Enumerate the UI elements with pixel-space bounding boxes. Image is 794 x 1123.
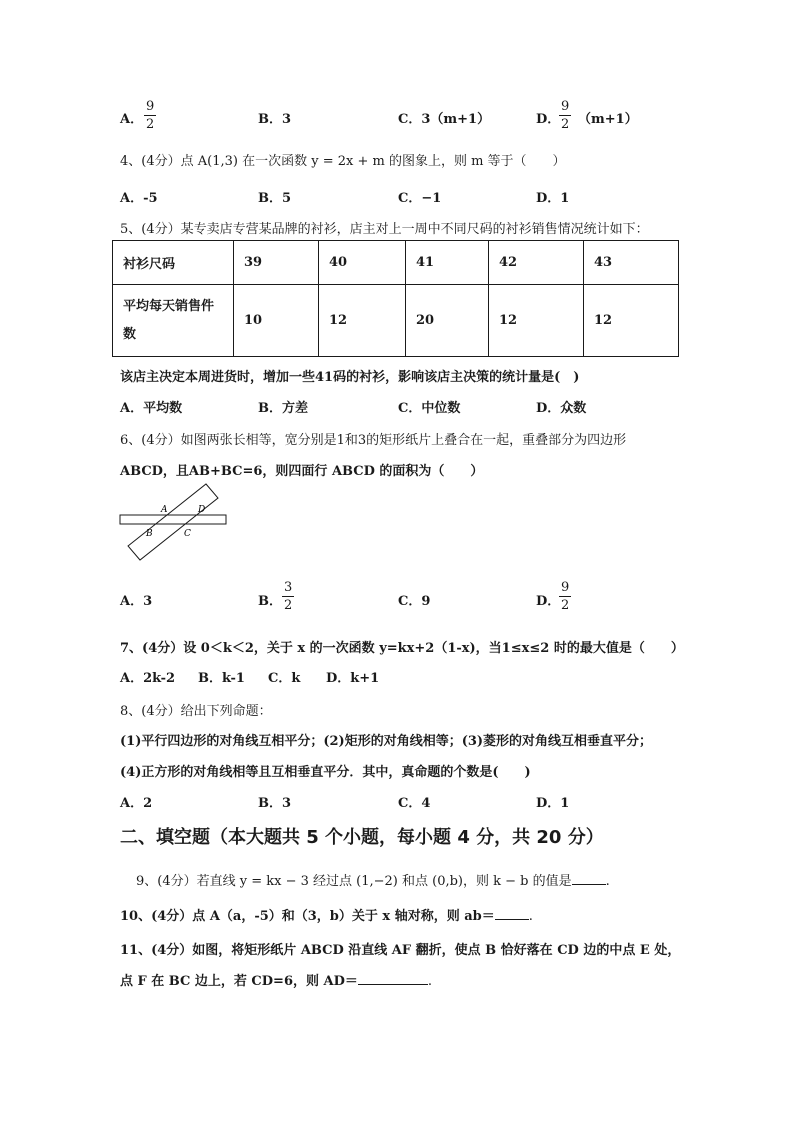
q8-option-d: D．1 (536, 796, 570, 811)
q11-line2: 点 F 在 BC 边上，若 CD=6，则 AD＝ . (120, 974, 433, 989)
q7-option-d: D．k+1 (326, 671, 380, 686)
q3-option-c: C．3（m+1） (398, 112, 491, 127)
q9-line: 9、(4分）若直线 y = kx − 3 经过点 (1,−2) 和点 (0,b)，则 k − b 的值是 . (136, 874, 610, 889)
q8-option-b: B．3 (258, 796, 292, 811)
q10-answer-blank (495, 919, 529, 920)
table-cell: 43 (584, 241, 679, 285)
q3-option-d-fraction: $\frac{9}{2}$ (561, 99, 570, 132)
q8-stem: 8、(4分）给出下列命题： (120, 704, 272, 719)
table-cell: 12 (319, 285, 406, 357)
figure-label-d: D (198, 505, 206, 515)
table-row (113, 241, 679, 285)
q5-option-c: C．中位数 (398, 401, 461, 416)
q7-stem: 7、(4分）设 0＜k＜2，关于 x 的一次函数 y=kx+2（1-x)，当1≤x≤2 时的最大值是（ ） (120, 641, 684, 656)
q4-option-c: C．−1 (398, 191, 442, 206)
q6-option-c: C．9 (398, 594, 431, 609)
figure-label-b: B (146, 529, 153, 539)
figure-label-a: A (161, 505, 168, 515)
table-header-size: 衬衫尺码 (113, 241, 234, 285)
table-cell: 40 (319, 241, 406, 285)
table-cell: 41 (406, 241, 489, 285)
q9-stem: 9、(4分）若直线 y = kx − 3 经过点 (1,−2) 和点 (0,b)，则 k − b 的值是 (136, 874, 572, 889)
q7-option-b: B．k-1 (198, 671, 245, 686)
q8-option-c: C．4 (398, 796, 431, 811)
table-row (113, 285, 679, 357)
table-cell: 39 (234, 241, 319, 285)
q6-stem-line2: ABCD，且AB+BC=6，则四面行 ABCD 的面积为（ ） (120, 464, 484, 479)
q5-followup: 该店主决定本周进货时，增加一些41码的衬衫，影响该店主决策的统计量是( ) (120, 370, 580, 385)
q4-option-d: D．1 (536, 191, 570, 206)
table-cell: 42 (489, 241, 584, 285)
shirt-sales-table (112, 240, 679, 357)
overlapping-rectangles-figure (118, 480, 230, 564)
q6-option-b: B． (258, 594, 282, 609)
q7-option-c: C．k (268, 671, 301, 686)
table-cell: 12 (584, 285, 679, 357)
q4-option-b: B．5 (258, 191, 292, 206)
table-cell: 10 (234, 285, 319, 357)
q6-option-b-fraction: $\frac{3}{2}$ (284, 580, 293, 613)
q5-stem: 5、(4分）某专卖店专营某品牌的衬衫，店主对上一周中不同尺码的衬衫销售情况统计如下： (120, 222, 649, 237)
q9-answer-blank (572, 884, 606, 885)
q11-line1: 11、(4分）如图，将矩形纸片 ABCD 沿直线 AF 翻折，使点 B 恰好落在 CD 边的中点 E 处， (120, 943, 681, 958)
q8-line1: (1)平行四边形的对角线互相平分；(2)矩形的对角线相等；(3)菱形的对角线互相垂直平分； (120, 734, 653, 749)
q3-option-d: D． (536, 112, 561, 127)
q3-option-b: B．3 (258, 112, 292, 127)
q5-option-a: A．平均数 (120, 401, 183, 416)
q5-option-d: D．众数 (536, 401, 587, 416)
q6-stem-line1: 6、(4分）如图两张长相等，宽分别是1和3的矩形纸片上叠合在一起，重叠部分为四边形 (120, 433, 627, 448)
table-cell: 20 (406, 285, 489, 357)
q3-option-d-suffix: （m+1） (578, 112, 638, 127)
section-title: 二、填空题（本大题共 5 个小题，每小题 4 分，共 20 分） (120, 827, 604, 848)
q6-option-d-fraction: $\frac{9}{2}$ (561, 580, 570, 613)
q11-answer-blank (358, 984, 428, 985)
q4-stem: 4、(4分）点 A(1,3) 在一次函数 y = 2x + m 的图象上，则 m 等于（ ） (120, 154, 566, 169)
slanted-strip (128, 484, 218, 560)
q10-line: 10、(4分）点 A（a，-5）和（3，b）关于 x 轴对称，则 ab＝ . (120, 909, 533, 924)
q4-option-a: A．-5 (120, 191, 158, 206)
horizontal-strip (120, 515, 226, 524)
table-header-sales: 平均每天销售件 数 (113, 285, 234, 357)
q11-stem: 点 F 在 BC 边上，若 CD=6，则 AD＝ (120, 974, 358, 989)
q8-line2: (4)正方形的对角线相等且互相垂直平分．其中，真命题的个数是( ) (120, 765, 531, 780)
q6-option-a: A．3 (120, 594, 153, 609)
q8-option-a: A．2 (120, 796, 153, 811)
q7-option-a: A．2k-2 (120, 671, 176, 686)
figure-label-c: C (184, 529, 191, 539)
q6-option-d: D． (536, 594, 561, 609)
q3-option-a: A． (120, 112, 144, 127)
q5-option-b: B．方差 (258, 401, 308, 416)
table-cell: 12 (489, 285, 584, 357)
q3-option-a-fraction: $\frac{9}{2}$ (146, 99, 155, 132)
q10-stem: 10、(4分）点 A（a，-5）和（3，b）关于 x 轴对称，则 ab＝ (120, 909, 495, 924)
